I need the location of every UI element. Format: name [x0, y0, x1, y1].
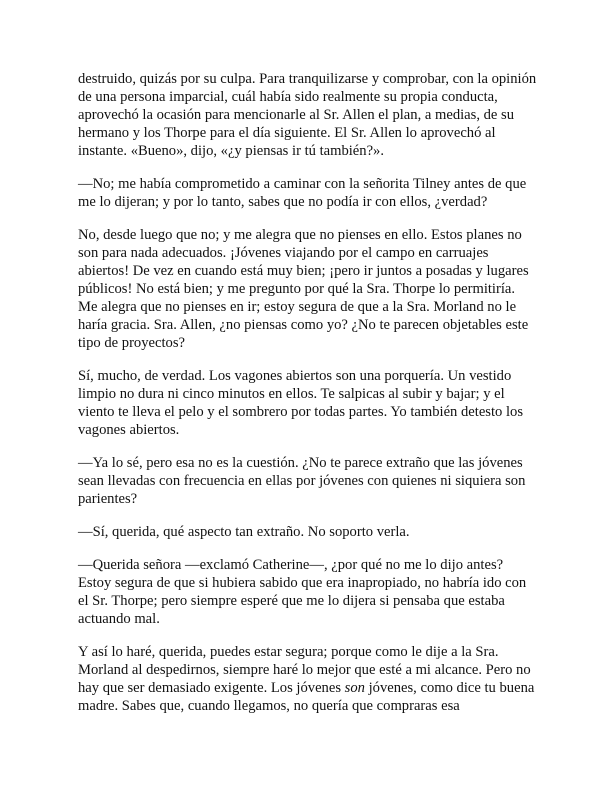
- paragraph-8-text-after: jóvenes, como dice tu buena madre. Sabes que, cuando llegamos, no quería que compraras esa: [78, 680, 535, 714]
- paragraph-3: No, desde luego que no; y me alegra que no pienses en ello. Estos planes no son para nada adecuados. ¡Jóvenes viajando por el campo en carruajes abiertos! De vez en cuando está muy bien; ¡pero ir juntos a posadas y lugares públicos! No está bien; y me pregunto por qué la Sra. Thorpe lo permitiría. Me alegra que no pienses en ir; estoy segura de que a la Sra. Morland no le haría gracia. Sra. Allen, ¿no piensas como yo? ¿No te parecen objetables este tipo de proyectos?: [78, 227, 529, 351]
- paragraph-8-emphasis: son: [344, 680, 365, 696]
- paragraph-6: —Sí, querida, qué aspecto tan extraño. No soporto verla.: [78, 524, 410, 540]
- document-page: [78, 70, 538, 730]
- paragraph-1: destruido, quizás por su culpa. Para tranquilizarse y comprobar, con la opinión de una persona imparcial, cuál había sido realmente su propia conducta, aprovechó la ocasión para mencionarle al Sr. Allen el plan, a medias, de su hermano y los Thorpe para el día siguiente. El Sr. Allen lo aprovechó al instante. «Bueno», dijo, «¿y piensas ir tú también?».: [78, 71, 537, 159]
- paragraph-8-text-before: Y así lo haré, querida, puedes estar segura; porque como le dije a la Sra. Morland al despedirnos, siempre haré lo mejor que esté a mi alcance. Pero no hay que ser demasiado exigente. Los jóvenes: [78, 644, 531, 696]
- paragraph-8: [78, 643, 538, 715]
- paragraph-2: —No; me había comprometido a caminar con la señorita Tilney antes de que me lo dijeran; y por lo tanto, sabes que no podía ir con ellos, ¿verdad?: [78, 176, 527, 210]
- paragraph-7: —Querida señora —exclamó Catherine—, ¿por qué no me lo dijo antes? Estoy segura de que si hubiera sabido que era inapropiado, no habría ido con el Sr. Thorpe; pero siempre esperé que me lo dijera si pensaba que estaba actuando mal.: [78, 557, 527, 627]
- paragraph-5: —Ya lo sé, pero esa no es la cuestión. ¿No te parece extraño que las jóvenes sean llevadas con frecuencia en ellas por jóvenes con quienes ni siquiera son parientes?: [78, 455, 526, 507]
- paragraph-4: Sí, mucho, de verdad. Los vagones abiertos son una porquería. Un vestido limpio no dura ni cinco minutos en ellos. Te salpicas al subir y bajar; y el viento te lleva el pelo y el sombrero por todas partes. Yo también detesto los vagones abiertos.: [78, 368, 524, 438]
